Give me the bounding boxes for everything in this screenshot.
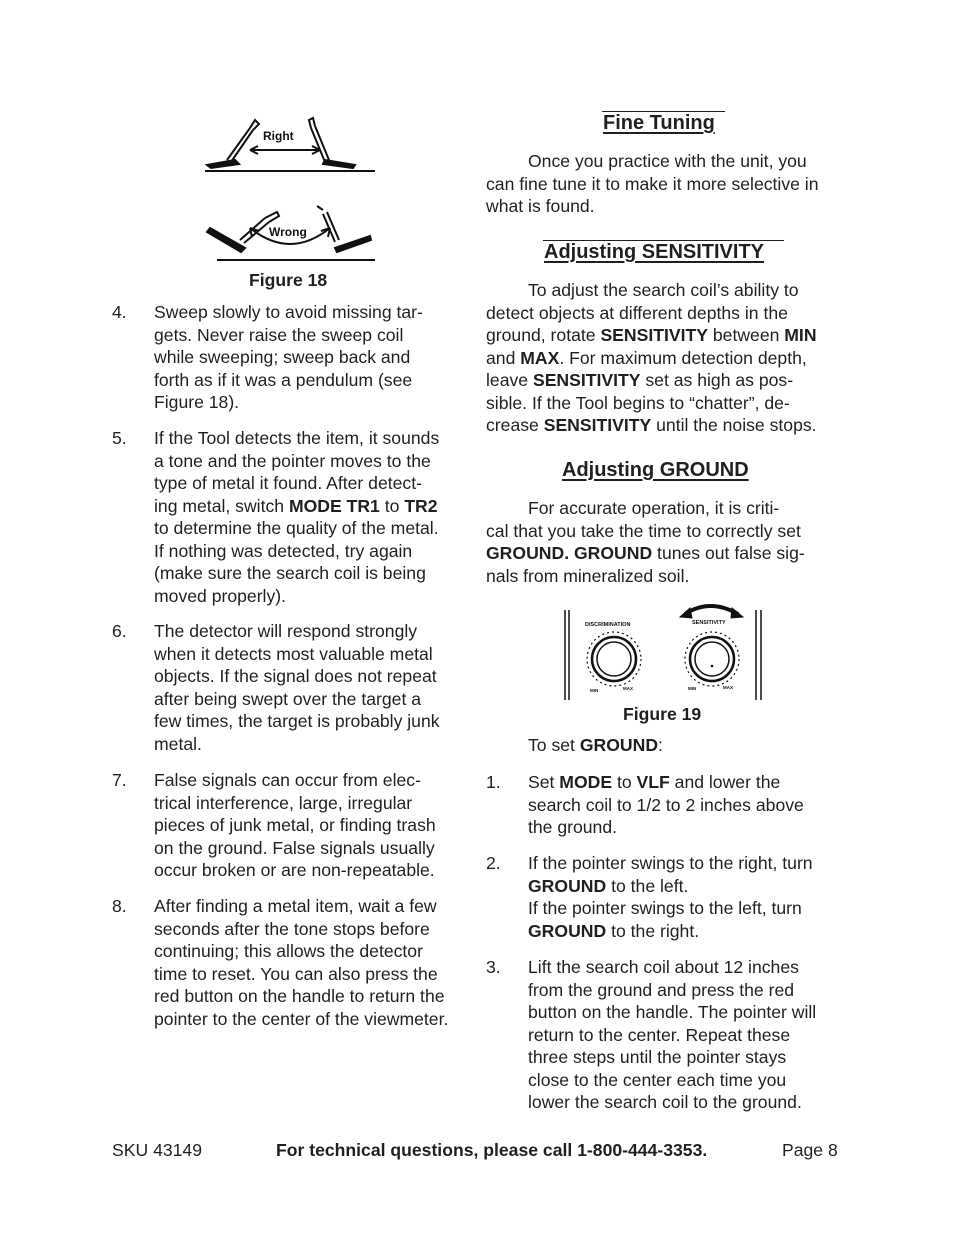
text-line: nals from mineralized soil.: [486, 565, 690, 586]
text-line: [528, 920, 844, 943]
tr2-term: TR2: [404, 495, 438, 516]
text-line: [486, 414, 846, 437]
discrimination-knob: [587, 632, 641, 686]
sensitivity-arrow: [680, 606, 743, 618]
list-text: [154, 620, 470, 755]
text-line: time to reset. You can also press the: [154, 963, 438, 984]
text-line: gets. Never raise the sweep coil: [154, 324, 404, 345]
ground-term: GROUND: [579, 735, 659, 755]
discrimination-max-label: MAX: [623, 686, 633, 691]
text-line: objects. If the signal does not repeat: [154, 666, 437, 686]
text-line: return to the center. Repeat these: [528, 1024, 791, 1045]
text-run: :: [658, 735, 663, 755]
text-line: type of metal it found. After detect-: [154, 473, 422, 493]
sensitivity-knob-label: SENSITIVITY: [692, 620, 726, 626]
list-number: 1.: [486, 772, 501, 792]
text-line: to determine the quality of the metal.: [154, 518, 439, 538]
text-line: Once you practice with the unit, you: [528, 151, 807, 171]
text-line: a tone and the pointer moves to the: [154, 450, 431, 471]
text-run: set as high as pos-: [640, 370, 794, 390]
text-run: to the left.: [606, 875, 689, 896]
list-number: 5.: [112, 428, 127, 448]
mode-tr1-term: MODE TR1: [288, 495, 380, 516]
text-line: If nothing was detected, try again: [154, 540, 413, 561]
text-line: pointer to the center of the viewmeter.: [154, 1008, 449, 1029]
footer-sku: SKU 43149: [112, 1140, 202, 1160]
sensitivity-paragraph: [486, 279, 846, 437]
fine-tuning-paragraph: [486, 150, 846, 218]
text-line: seconds after the tone stops before: [154, 918, 430, 939]
text-line: the ground.: [528, 817, 618, 837]
text-line: what is found.: [486, 196, 595, 216]
ground-term: GROUND: [528, 875, 607, 896]
footer-technical-questions: For technical questions, please call 1-800-444-3353.: [276, 1140, 708, 1160]
text-line: Sweep slowly to avoid missing tar-: [154, 302, 423, 322]
ground-paragraph: [486, 497, 846, 587]
text-line: close to the center each time you: [528, 1069, 787, 1090]
vlf-term: VLF: [636, 772, 670, 792]
figure-19-illustration: [560, 600, 775, 705]
ground-term: GROUND. GROUND: [486, 543, 653, 563]
max-term: MAX: [520, 347, 560, 368]
text-line: [528, 875, 844, 898]
discrimination-min-label: MIN: [590, 688, 599, 693]
text-line: pieces of junk metal, or finding trash: [154, 815, 436, 835]
text-run: to the right.: [606, 920, 700, 941]
text-line: [486, 347, 846, 370]
list-number: 3.: [486, 957, 501, 977]
sensitivity-min-label: MIN: [688, 686, 697, 691]
text-line: when it detects most valuable metal: [154, 643, 433, 664]
text-line: continuing; this allows the detector: [154, 941, 423, 961]
sensitivity-heading: Adjusting SENSITIVITY: [544, 241, 765, 263]
text-run: leave: [486, 370, 533, 390]
list-text: [154, 427, 470, 607]
text-line: while sweeping; sweep back and: [154, 347, 411, 367]
right-sweep-drawing: [205, 118, 375, 171]
text-line: If the pointer swings to the right, turn: [528, 853, 813, 873]
text-run: ing metal, switch: [154, 495, 289, 516]
list-text: [528, 956, 844, 1114]
min-term: MIN: [784, 325, 817, 345]
text-line: can fine tune it to make it more selective in: [486, 173, 819, 194]
text-line: (make sure the search coil is being: [154, 563, 426, 583]
text-run: crease: [486, 415, 544, 435]
text-run: to: [612, 772, 637, 792]
text-line: False signals can occur from elec-: [154, 770, 421, 790]
list-text: [528, 771, 844, 839]
text-line: If the Tool detects the item, it sounds: [154, 428, 440, 448]
mode-term: MODE: [559, 772, 613, 792]
sensitivity-term: SENSITIVITY: [532, 370, 641, 390]
fine-tuning-heading: Fine Tuning: [603, 112, 715, 134]
text-line: detect objects at different depths in the: [486, 302, 788, 323]
text-line: three steps until the pointer stays: [528, 1047, 787, 1067]
list-text: [154, 895, 484, 1030]
ground-term: GROUND: [528, 920, 607, 941]
figure-18-right-label: Right: [263, 129, 294, 143]
figure-18-wrong-label: Wrong: [269, 225, 307, 239]
text-run: To set: [528, 735, 580, 755]
text-run: . For maximum detection depth,: [559, 347, 807, 368]
text-line: from the ground and press the red: [528, 979, 795, 1000]
footer-page-number: Page 8: [782, 1140, 838, 1160]
sensitivity-max-label: MAX: [723, 685, 733, 690]
text-line: The detector will respond strongly: [154, 621, 418, 641]
text-line: To adjust the search coil’s ability to: [528, 280, 799, 300]
text-line: [528, 771, 844, 794]
text-line: search coil to 1/2 to 2 inches above: [528, 794, 804, 815]
text-line: [486, 369, 846, 392]
text-line: after being swept over the target a: [154, 688, 421, 709]
list-number: 6.: [112, 621, 127, 641]
text-run: to: [379, 495, 405, 516]
to-set-ground-line: [528, 734, 663, 757]
text-run: Set: [528, 772, 560, 792]
text-line: trical interference, large, irregular: [154, 792, 413, 813]
text-line: moved properly).: [154, 585, 287, 606]
text-line: [486, 324, 846, 347]
text-line: If the pointer swings to the left, turn: [528, 898, 802, 918]
text-run: until the noise stops.: [651, 415, 817, 435]
list-text: [528, 852, 844, 942]
list-text: [154, 769, 470, 882]
text-line: Lift the search coil about 12 inches: [528, 957, 799, 977]
ground-heading: Adjusting GROUND: [562, 459, 749, 481]
text-line: red button on the handle to return the: [154, 986, 445, 1006]
list-text: [154, 301, 470, 414]
discrimination-label: DISCRIMINATION: [585, 622, 631, 628]
text-run: between: [707, 325, 785, 345]
text-run: and: [486, 347, 521, 368]
figure-18-caption: Figure 18: [249, 270, 328, 290]
text-line: [486, 542, 846, 565]
text-line: cal that you take the time to correctly set: [486, 520, 801, 541]
figure-19-caption: Figure 19: [623, 704, 702, 724]
text-line: For accurate operation, it is criti-: [528, 498, 780, 518]
text-line: on the ground. False signals usually: [154, 837, 435, 858]
text-line: occur broken or are non-repeatable.: [154, 860, 435, 880]
list-number: 8.: [112, 896, 127, 916]
text-line: metal.: [154, 733, 202, 754]
sensitivity-term: SENSITIVITY: [543, 415, 652, 435]
text-run: tunes out false sig-: [652, 543, 805, 563]
text-line: button on the handle. The pointer will: [528, 1002, 817, 1022]
text-line: forth as if it was a pendulum (see: [154, 369, 413, 390]
text-run: and lower the: [669, 772, 781, 792]
figure-18-illustration: [195, 110, 385, 265]
list-number: 2.: [486, 853, 501, 873]
list-number: 7.: [112, 770, 127, 790]
text-run: ground, rotate: [486, 325, 601, 345]
sensitivity-knob: [685, 632, 739, 686]
text-line: After finding a metal item, wait a few: [154, 896, 437, 916]
text-line: [154, 495, 470, 518]
list-number: 4.: [112, 302, 127, 322]
text-line: sible. If the Tool begins to “chatter”, de-: [486, 392, 790, 413]
text-line: lower the search coil to the ground.: [528, 1092, 802, 1112]
text-line: few times, the target is probably junk: [154, 711, 440, 731]
text-line: Figure 18).: [154, 392, 240, 412]
sensitivity-term: SENSITIVITY: [600, 325, 708, 345]
